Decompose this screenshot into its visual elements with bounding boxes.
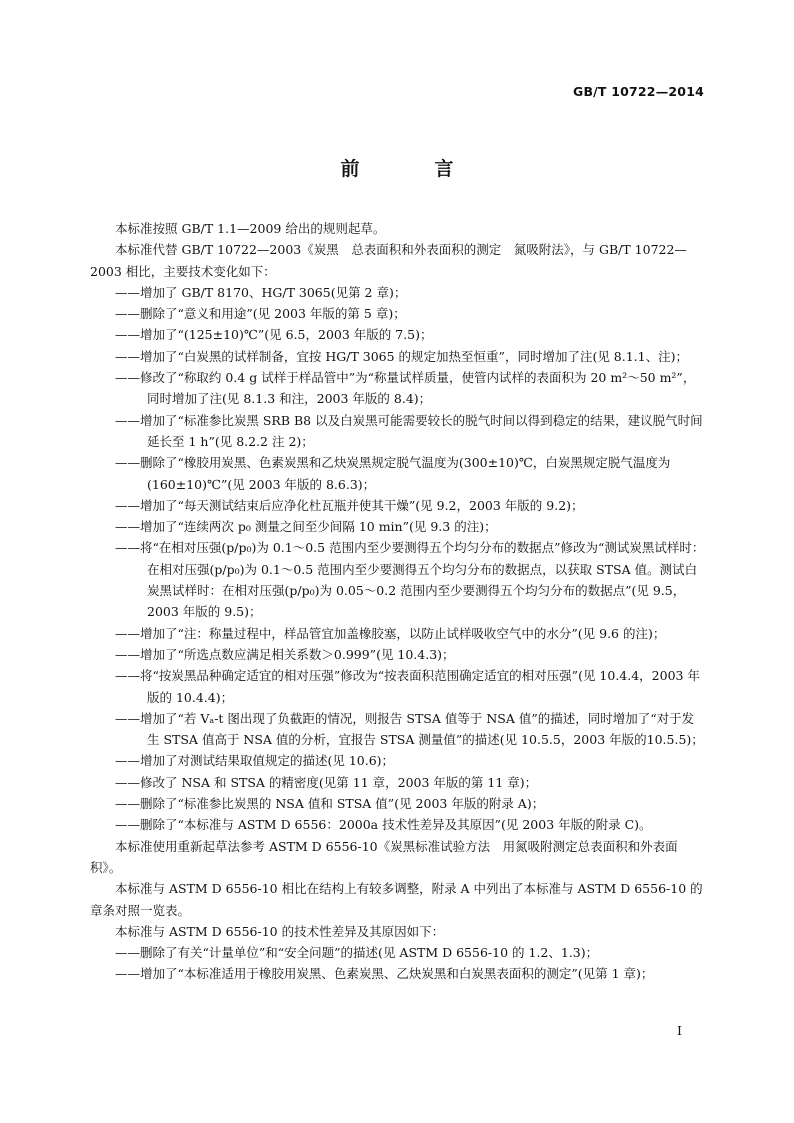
change-item: ——将“在相对压强(p/p₀)为 0.1～0.5 范围内至少要测得五个均匀分布的数据点”修改为“测试炭黑试样时：在相对压强(p/p₀)为 0.1～0.5 范围内至少要测得五个均匀分布的数据点，以获取 STSA 值。测试白炭黑试样时：在相对压强(p/p₀)为 0.05～0.2 范围内至少要测得五个均匀分布的数据点”(见 9.5，2003 年版的 9.5)； <box>115 540 705 620</box>
change-item: ——增加了“连续两次 p₀ 测量之间至少间隔 10 min”(见 9.3 的注)； <box>115 519 497 535</box>
change-item: ——增加了“若 Vₐ-t 图出现了负截距的情况，则报告 STSA 值等于 NSA 值”的描述，同时增加了“对于发生 STSA 值高于 NSA 值的分析，宜报告 STSA 测量值”的描述(见 10.5.5，2003 年版的10.5.5)； <box>115 710 704 748</box>
standard-code: GB/T 10722—2014 <box>572 84 704 99</box>
change-item: ——删除了“本标准与 ASTM D 6556：2000a 技术性差异及其原因”(见 2003 年版的附录 C)。 <box>115 817 652 833</box>
paragraph: 本标准与 ASTM D 6556-10 相比在结构上有较多调整，附录 A 中列出了本标准与 ASTM D 6556-10 的章条对照一览表。 <box>90 881 703 918</box>
change-item: ——删除了“橡胶用炭黑、色素炭黑和乙炔炭黑规定脱气温度为(300±10)℃，白炭黑规定脱气温度为(160±10)℃”(见 2003 年版的 8.6.3)； <box>115 455 671 492</box>
change-item: ——修改了 NSA 和 STSA 的精密度(见第 11 章，2003 年版的第 11 章)； <box>115 774 538 790</box>
change-item: ——删除了“标准参比炭黑的 NSA 值和 STSA 值”(见 2003 年版的附录 A)； <box>115 796 545 812</box>
change-item: ——将“按炭黑品种确定适宜的相对压强”修改为“按表面积范围确定适宜的相对压强”(见 10.4.4，2003 年版的 10.4.4)； <box>115 668 700 705</box>
paragraph: 本标准与 ASTM D 6556-10 的技术性差异及其原因如下： <box>115 923 445 939</box>
change-item: ——增加了 GB/T 8170、HG/T 3065(见第 2 章)； <box>115 284 407 300</box>
paragraph: 本标准使用重新起草法参考 ASTM D 6556-10《炭黑标准试验方法 用氮吸附测定总表面积和外表面积》。 <box>90 838 678 875</box>
paragraph: 本标准代替 GB/T 10722—2003《炭黑 总表面积和外表面积的测定 氮吸附法》，与 GB/T 10722—2003 相比，主要技术变化如下： <box>90 242 687 279</box>
change-item: ——增加了“注：称量过程中，样品管宜加盖橡胶塞，以防止试样吸收空气中的水分”(见 9.6 的注)； <box>115 625 666 641</box>
change-item: ——增加了对测试结果取值规定的描述(见 10.6)； <box>115 753 395 769</box>
page-number: I <box>677 1023 682 1038</box>
change-item: ——增加了“每天测试结束后应净化杜瓦瓶并使其干燥”(见 9.2，2003 年版的 9.2)； <box>115 497 584 513</box>
change-item: ——增加了“所选点数应满足相关系数＞0.999”(见 10.4.3)； <box>115 646 455 662</box>
change-item: ——修改了“称取约 0.4 g 试样于样品管中”为“称量试样质量，使管内试样的表面积为 20 m²～50 m²”，同时增加了注(见 8.1.3 和注，2003 年版的 8.4)； <box>115 370 696 407</box>
change-item: ——增加了“(125±10)℃”(见 6.5，2003 年版的 7.5)； <box>115 327 433 343</box>
change-item: ——增加了“标准参比炭黑 SRB B8 以及白炭黑可能需要较长的脱气时间以得到稳定的结果，建议脱气时间延长至 1 h”(见 8.2.2 注 2)； <box>115 412 703 449</box>
foreword-body <box>90 218 706 985</box>
change-item: ——删除了“意义和用途”(见 2003 年版的第 5 章)； <box>115 306 406 322</box>
paragraph: 本标准按照 GB/T 1.1—2009 给出的规则起草。 <box>115 221 386 236</box>
change-item: ——增加了“白炭黑的试样制备，宜按 HG/T 3065 的规定加热至恒重”，同时增加了注(见 8.1.1、注)； <box>115 348 688 364</box>
difference-item: ——增加了“本标准适用于橡胶用炭黑、色素炭黑、乙炔炭黑和白炭黑表面积的测定”(见第 1 章)； <box>115 966 654 982</box>
difference-item: ——删除了有关“计量单位”和“安全问题”的描述(见 ASTM D 6556-10 的 1.2、1.3)； <box>115 945 599 961</box>
page-title: 前 言 <box>340 158 482 180</box>
